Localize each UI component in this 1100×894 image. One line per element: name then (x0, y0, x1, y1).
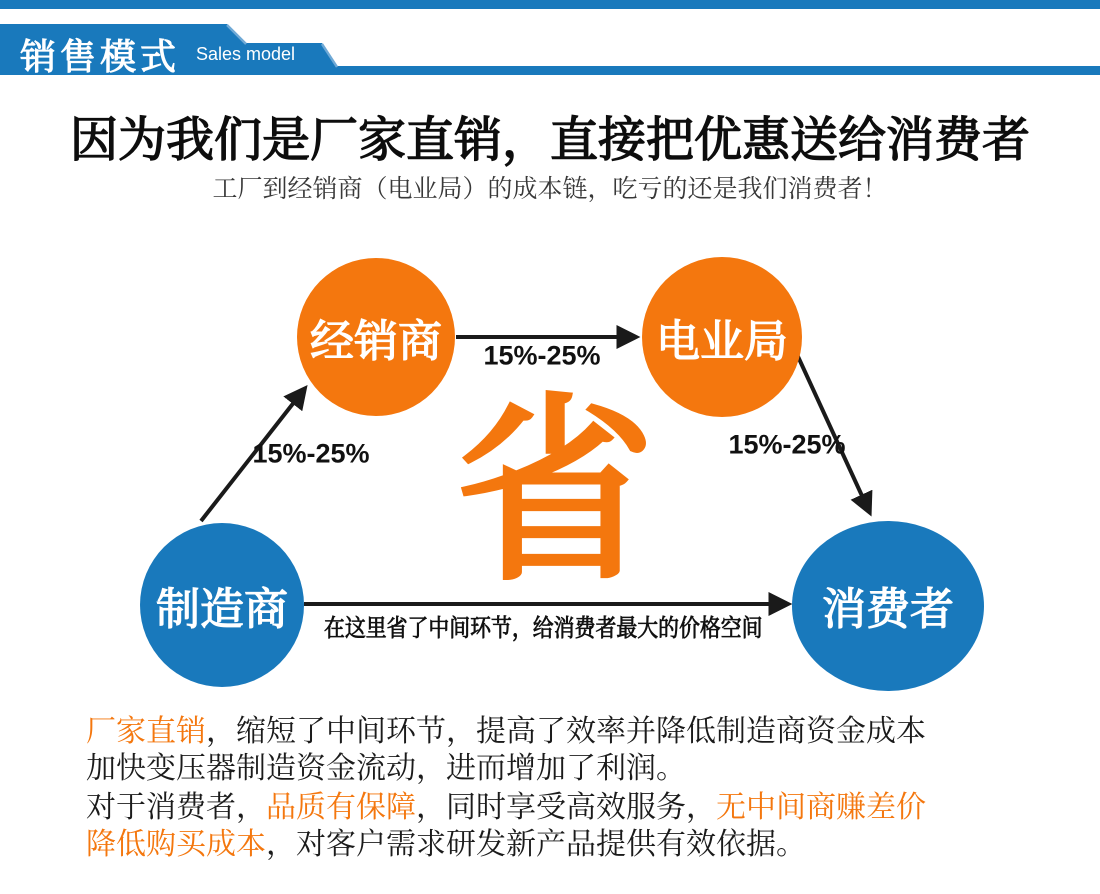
main-subtitle: 工厂到经销商（电业局）的成本链，吃亏的还是我们消费者！ (212, 175, 888, 203)
paragraph-2-mid: ，同时享受高效服务， (416, 791, 716, 824)
dealer-node-label: 经销商 (310, 317, 442, 366)
consumer-node-label: 消费者 (822, 585, 954, 634)
paragraph-1-line-1: ，缩短了中间环节，提高了效率并降低制造商资金成本 (206, 715, 926, 748)
manufacturer-node-label: 制造商 (156, 585, 288, 634)
arrow-bureau-to-consumer (795, 350, 863, 498)
margin-label-manufacturer-dealer: 15%-25% (252, 438, 370, 469)
header-top-bar (0, 0, 1100, 9)
section-title-en: Sales model (196, 44, 296, 64)
section-title-cn: 销售模式 (20, 36, 181, 77)
paragraph-2-lead: 对于消费者， (86, 791, 266, 824)
highlight-lower-cost: 降低购买成本 (86, 828, 266, 861)
highlight-no-middleman: 无中间商赚差价 (716, 791, 926, 824)
power-bureau-node-label: 电业局 (656, 317, 788, 366)
paragraph-consumer-benefits (86, 789, 1066, 863)
main-title: 因为我们是厂家直销，直接把优惠送给消费者 (69, 114, 1030, 167)
highlight-quality-guarantee: 品质有保障 (266, 791, 416, 824)
margin-label-bureau-consumer: 15%-25% (728, 429, 846, 460)
diagram-caption: 在这里省了中间环节，给消费者最大的价格空间 (324, 615, 763, 642)
highlight-factory-direct: 厂家直销 (86, 715, 206, 748)
margin-label-dealer-bureau: 15%-25% (483, 340, 601, 371)
paragraph-2-tail: ，对客户需求研发新产品提供有效依据。 (266, 828, 806, 861)
paragraph-factory-direct (86, 713, 1066, 787)
save-character: 省 (454, 381, 656, 604)
paragraph-1-line-2: 加快变压器制造资金流动，进而增加了利润。 (86, 752, 686, 785)
